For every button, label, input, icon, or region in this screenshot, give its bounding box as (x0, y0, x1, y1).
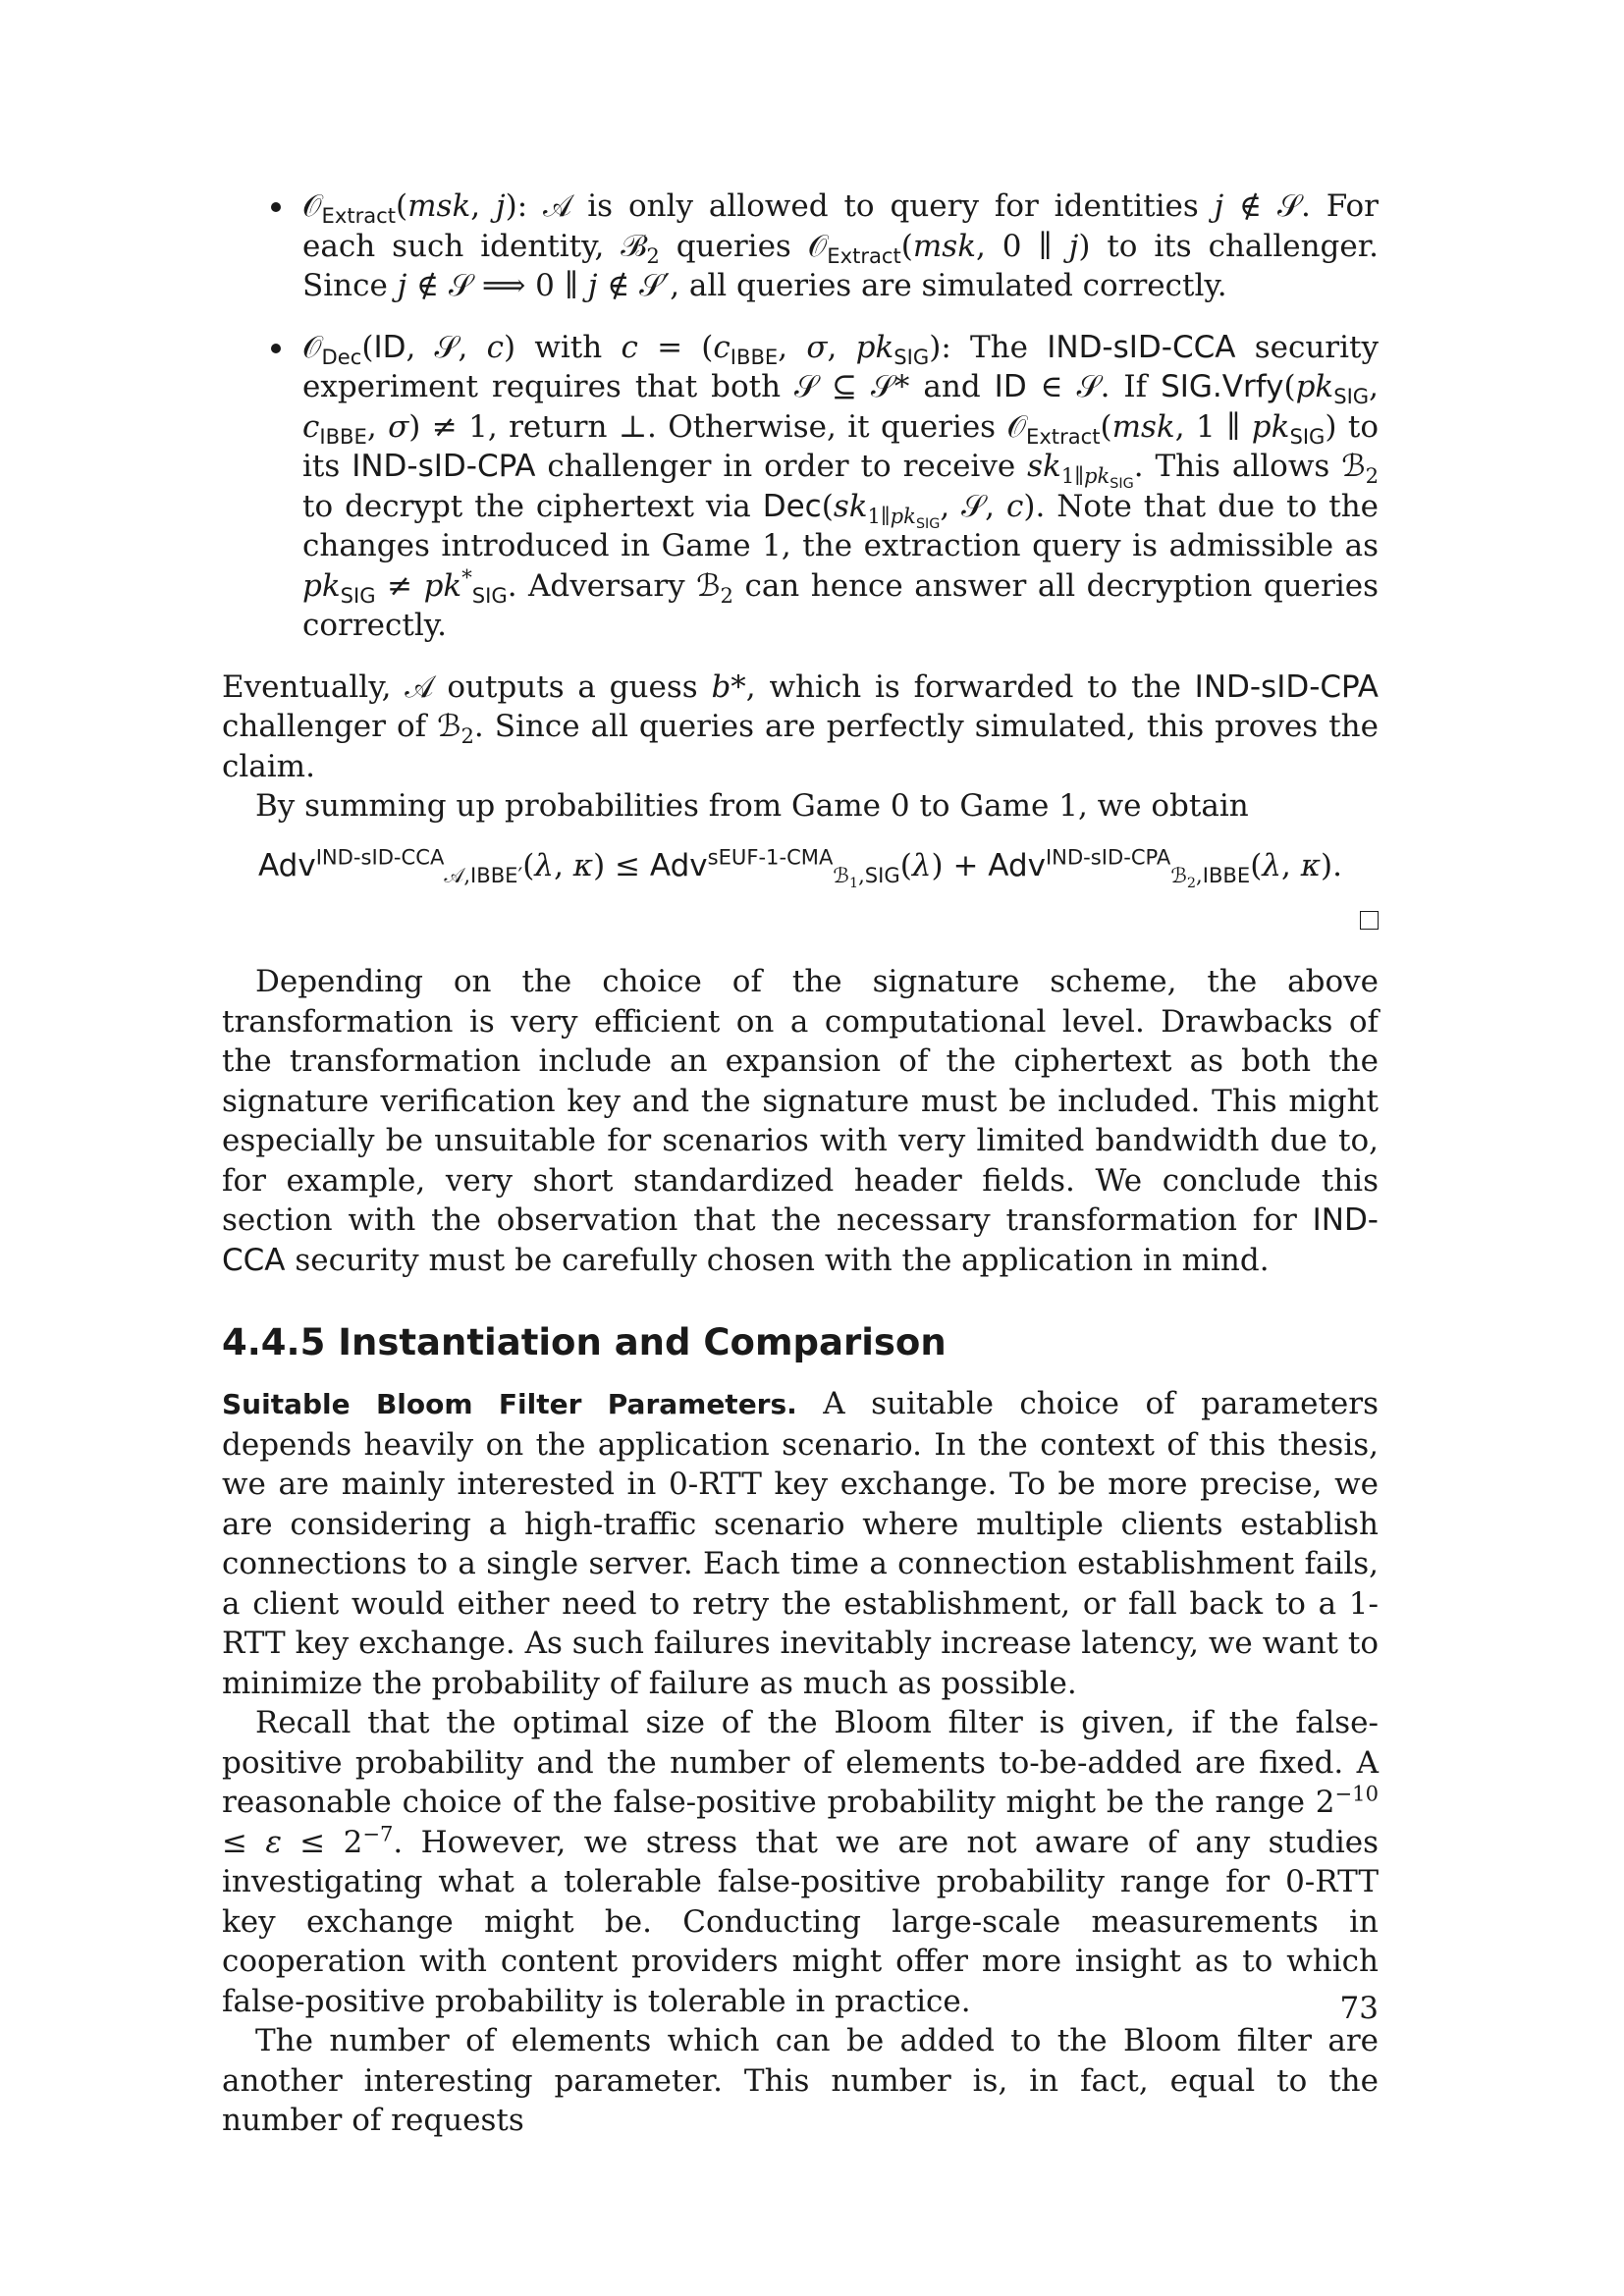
runin-heading: Suitable Bloom Filter Parameters. (222, 1388, 797, 1420)
page-number: 73 (1339, 1991, 1379, 2026)
paragraph-number: The number of elements which can be added to the Bloom filter are another interesting parameter. This number is, in fact, equal to the number of requests (222, 2023, 1379, 2138)
paragraph-eventually: Eventually, 𝒜 outputs a guess b*, which is forwarded to the IND-sID-CPA challenger of ℬ$_2$. Since all queries are perfectly simulated, this proves the claim. (222, 668, 1379, 784)
bullet-text: 𝒪$_{Extract}$(msk, j): 𝒜 is only allowed to query for identities j ∉ 𝒮. For each such identity, ℬ$_2$ queries 𝒪$_{Extract}$(msk, 0 ∥ j) to its challenger. Since j ∉ 𝒮 ⟹ 0 ∥ j ∉ 𝒮′, all queries are simulated correctly. (302, 188, 1380, 303)
paragraph-suitable-text: A suitable choice of parameters depends heavily on the application scenario. In the context of this thesis, we are mainly interested in 0-RTT key exchange. To be more precise, we are considering a high-traffic scenario where multiple clients establish connections to a single server. Each time a connection establishment fails, a client would either need to retry the establishment, or fall back to a 1-RTT key exchange. As such failures inevitably increase latency, we want to minimize the probability of failure as much as possible. (222, 1386, 1379, 1701)
paragraph-recall: Recall that the optimal size of the Bloom filter is given, if the false-positive probability and the number of elements to-be-added are fixed. A reasonable choice of the false-positive probability might be the range $2^{-10} \le \varepsilon \le 2^{-7}$. However, we stress that we are not aware of any studies investigating what a tolerable false-positive probability range for 0-RTT key exchange might be. Conducting large-scale measurements in cooperation with content providers might offer more insight as to which false-positive probability is tolerable in practice. (222, 1705, 1379, 2019)
bullet-dec-oracle (222, 328, 1379, 646)
qed-box (222, 899, 1379, 938)
paragraph-suitable (222, 1384, 1379, 1703)
bullet-icon (271, 202, 281, 212)
bullet-extract-oracle (222, 187, 1379, 306)
paragraph-depending: Depending on the choice of the signature scheme, the above transformation is very efficient on a computational level. Drawbacks of the transformation include an expansion of the ciphertext as both the signature verification key and the signature must be included. This might especially be unsuitable for scenarios with very limited bandwidth due to, for example, very short standardized header fields. We conclude this section with the observation that the necessary transformation for IND-CCA security must be carefully chosen with the application in mind. (222, 964, 1379, 1278)
equation-advantage: Adv$^{IND-sID-CCA}_{𝒜,IBBE'}$(λ, κ) ≤ Adv$^{sEUF-1-CMA}_{ℬ_1,SIG}$(λ) + Adv$^{IND-sID-CPA}_{ℬ_2,IBBE}$(λ, κ). (258, 844, 1342, 891)
page-body (222, 187, 1379, 2141)
bullet-list (222, 187, 1379, 646)
qed-square-icon (1360, 911, 1379, 930)
paragraph-summing: By summing up probabilities from Game 0 to Game 1, we obtain (255, 788, 1249, 824)
bullet-text: 𝒪$_{Dec}$(ID, 𝒮, c) with $c = (c_{IBBE}$, σ, $pk_{SIG}$): The IND-sID-CCA security experiment requires that both 𝒮 ⊆ 𝒮* and ID ∈ 𝒮. If $SIG.Vrfy(pk_{SIG}$, $c_{IBBE}$, σ) ≠ 1, return ⊥. Otherwise, it queries 𝒪$_{Extract}$(msk, 1 ∥ $pk_{SIG}$) to its IND-sID-CPA challenger in order to receive $sk_{1\parallel pk_{SIG}}$. This allows ℬ$_2$ to decrypt the ciphertext via $Dec(sk_{1\parallel pk_{SIG}}$, 𝒮, c). Note that due to the changes introduced in Game 1, the extraction query is admissible as $pk_{SIG} \ne pk^*_{SIG}$. Adversary ℬ$_2$ can hence answer all decryption queries correctly. (302, 329, 1380, 643)
section-heading: 4.4.5 Instantiation and Comparison (222, 1321, 947, 1363)
bullet-icon (271, 344, 281, 353)
